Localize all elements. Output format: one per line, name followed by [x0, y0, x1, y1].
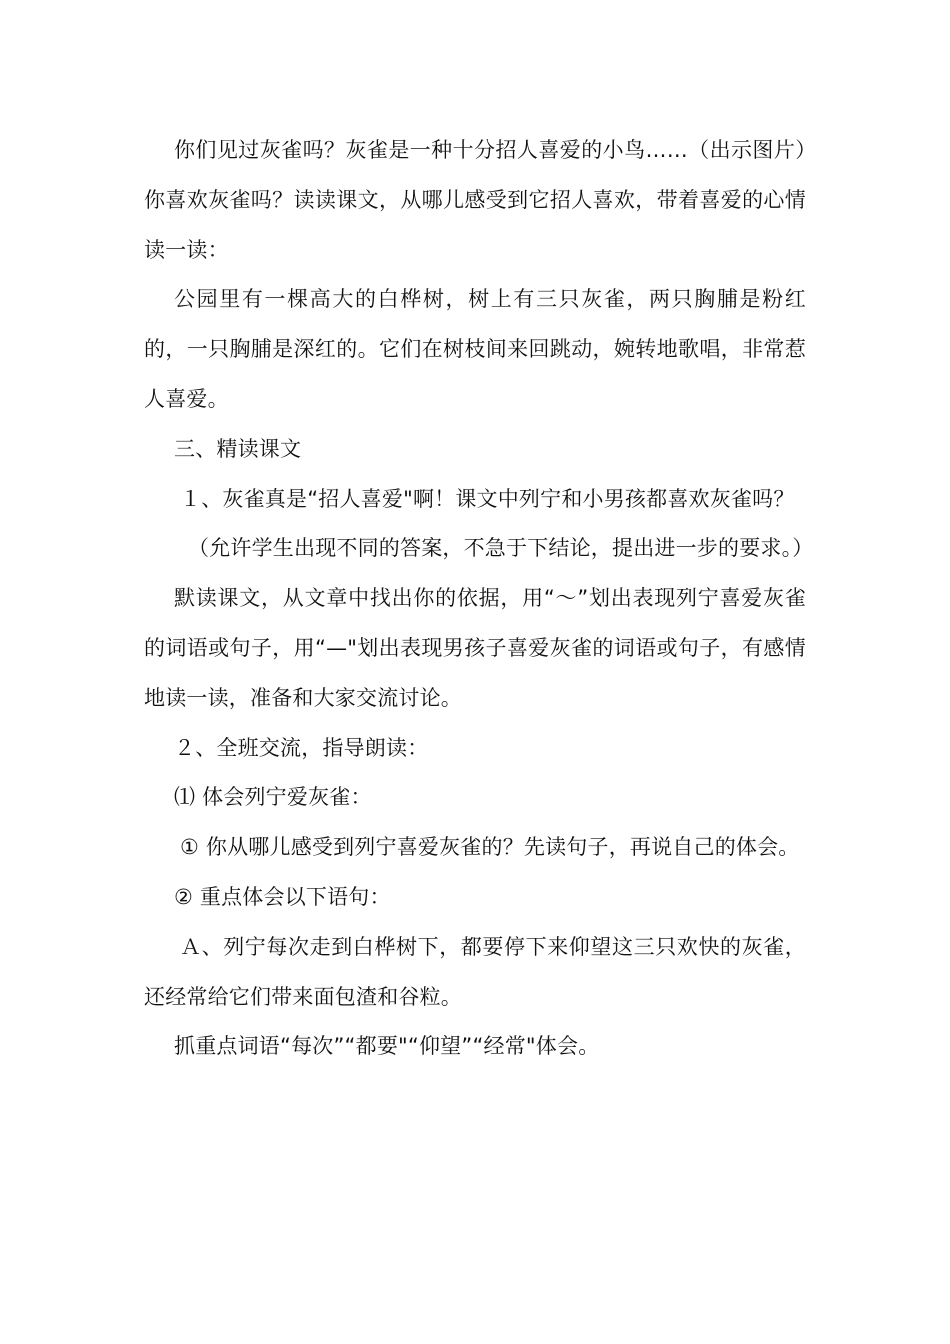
paragraph-note: （允许学生出现不同的答案，不急于下结论，提出进一步的要求。） [188, 536, 814, 561]
section-heading: 三、精读课文 [174, 436, 302, 461]
paragraph-sub-1: ⑴ 体会列宁爱灰雀： [174, 785, 372, 810]
paragraph-instruction: 默读课文，从文章中找出你的依据，用“～”划出表现列宁喜爱灰雀的词语或句子，用“—"划出表现男孩子喜爱灰雀的词语或句子，有感情地读一读，准备和大家交流讨论。 [144, 586, 806, 710]
paragraph-sentence-a: Ａ、列宁每次走到白桦树下，都要停下来仰望这三只欢快的灰雀，还经常给它们带来面包渣和谷粒。 [144, 934, 806, 1009]
document-body [144, 126, 814, 1072]
paragraph-keywords: 抓重点词语“每次”“都要"“仰望”“经常"体会。 [174, 1034, 600, 1059]
paragraph-intro: 你们见过灰雀吗？灰雀是一种十分招人喜爱的小鸟……（出示图片）你喜欢灰雀吗？读读课文，从哪儿感受到它招人喜欢，带着喜爱的心情读一读： [144, 138, 806, 262]
paragraph-point-1: ① 你从哪儿感受到列宁喜爱灰雀的？先读句子，再说自己的体会。 [180, 835, 800, 860]
paragraph-excerpt: 公园里有一棵高大的白桦树，树上有三只灰雀，两只胸脯是粉红的，一只胸脯是深红的。它们在树枝间来回跳动，婉转地歌唱，非常惹人喜爱。 [144, 287, 806, 411]
paragraph-step-2: ２、全班交流，指导朗读： [174, 735, 429, 760]
paragraph-question-1: １、灰雀真是“招人喜爱"啊！课文中列宁和小男孩都喜欢灰雀吗？ [180, 486, 795, 511]
paragraph-point-2: ② 重点体会以下语句： [174, 884, 391, 909]
